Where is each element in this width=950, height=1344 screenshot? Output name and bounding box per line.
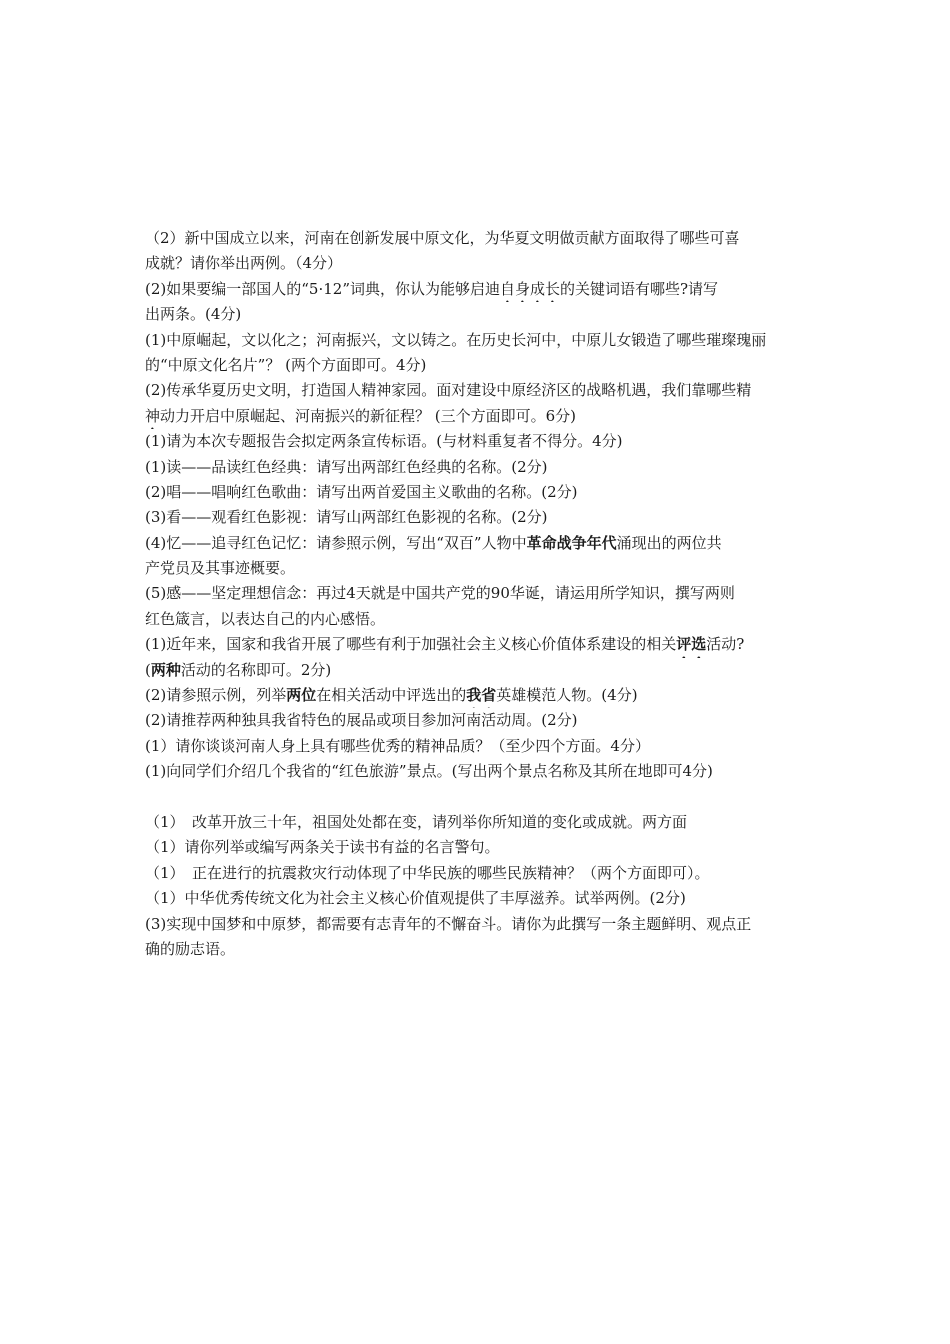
blank-line bbox=[145, 785, 815, 810]
question-2-dictionary: (2)如果要编一部国人的“5·12”词典，你认为能够启迪自身成长的关键词语有哪些?请写 bbox=[145, 279, 719, 298]
question-3-watch: (3)看——观看红色影视：请写山两部红色影视的名称。(2分) bbox=[145, 508, 548, 527]
bold-revolution-era: 革命战争年代 bbox=[526, 533, 617, 552]
bold-two-people: 两位 bbox=[286, 686, 317, 705]
question-2-spirit-cont: 神动力开启中原崛起、河南振兴的新征程？ (三个方面即可。6分) bbox=[145, 406, 577, 425]
question-5-feel: (5)感——坚定理想信念：再过4天就是中国共产党的90华诞，请运用所学知识，撰写两则 bbox=[145, 584, 735, 603]
question-2-spirit: (2)传承华夏历史文明，打造国人精神家园。面对建设中原经济区的战略机遇，我们靠哪些精 bbox=[145, 381, 752, 400]
question-1-traditional-culture: （1）中华优秀传统文化为社会主义核心价值观提供了丰厚滋养。试举两例。(2分) bbox=[145, 889, 686, 908]
question-4-recall: (4)忆——追寻红色记忆：请参照示例，写出“双百”人物中革命战争年代涌现出的两位共 bbox=[145, 533, 722, 552]
question-4-recall-cont: 产党员及其事迹概要。 bbox=[145, 559, 296, 578]
question-2-heroes: (2)请参照示例，列举两位在相关活动中评选出的我省英雄模范人物。(4分) bbox=[145, 686, 638, 705]
question-1-selection: (1)近年来，国家和我省开展了哪些有利于加强社会主义核心价值体系建设的相关评选活动? bbox=[145, 635, 745, 654]
question-2-henan: （2）新中国成立以来，河南在创新发展中原文化，为华夏文明做贡献方面取得了哪些可喜 bbox=[145, 229, 740, 247]
question-1-read: (1)读——品读红色经典：请写出两部红色经典的名称。(2分) bbox=[145, 457, 548, 476]
question-1-earthquake: （1） 正在进行的抗震救灾行动体现了中华民族的哪些民族精神？（两个方面即可）。 bbox=[145, 863, 710, 882]
document-page bbox=[145, 226, 815, 962]
question-1-culture-card: (1)中原崛起，文以化之；河南振兴，文以铸之。在历史长河中，中原儿女锻造了哪些璀璨瑰丽 bbox=[145, 330, 767, 349]
emphasis-self-growth: 自身成长 bbox=[500, 279, 561, 298]
question-1-qualities: (1）请你谈谈河南人身上具有哪些优秀的精神品质？（至少四个方面。4分） bbox=[145, 736, 650, 755]
question-1-reform: （1） 改革开放三十年，祖国处处都在变，请列举你所知道的变化或成就。两方面 bbox=[145, 812, 688, 831]
question-2-sing: (2)唱——唱响红色歌曲：请写出两首爱国主义歌曲的名称。(2分) bbox=[145, 482, 578, 501]
question-2-henan-cont: 成就？请你举出两例。（4分） bbox=[145, 254, 343, 273]
question-1-culture-card-cont: 的“中原文化名片”？ (两个方面即可。4分) bbox=[145, 355, 427, 374]
question-2-exhibits: (2)请推荐两种独具我省特色的展品或项目参加河南活动周。(2分) bbox=[145, 711, 578, 730]
question-3-china-dream: (3)实现中国梦和中原梦，都需要有志青年的不懈奋斗。请你为此撰写一条主题鲜明、观点正 bbox=[145, 914, 752, 933]
question-1-selection-cont: (两种活动的名称即可。2分) bbox=[145, 660, 332, 679]
question-1-slogan: (1)请为本次专题报告会拟定两条宣传标语。(与材料重复者不得分。4分) bbox=[145, 432, 623, 451]
question-2-dictionary-cont: 出两条。(4分) bbox=[145, 305, 242, 324]
emphasis-spirit: 神 bbox=[145, 406, 161, 425]
emphasis-selection: 评选 bbox=[676, 635, 707, 654]
bold-two-kinds: 两种 bbox=[150, 660, 181, 679]
question-3-china-dream-cont: 确的励志语。 bbox=[145, 939, 236, 958]
question-1-red-tourism: (1)向同学们介绍几个我省的“红色旅游”景点。(写出两个景点名称及其所在地即可4分) bbox=[145, 762, 713, 781]
question-1-reading-quotes: （1）请你列举或编写两条关于读书有益的名言警句。 bbox=[145, 838, 500, 857]
emphasis-our-province: 我省 bbox=[466, 686, 497, 705]
question-5-feel-cont: 红色箴言，以表达自己的内心感悟。 bbox=[145, 609, 386, 628]
